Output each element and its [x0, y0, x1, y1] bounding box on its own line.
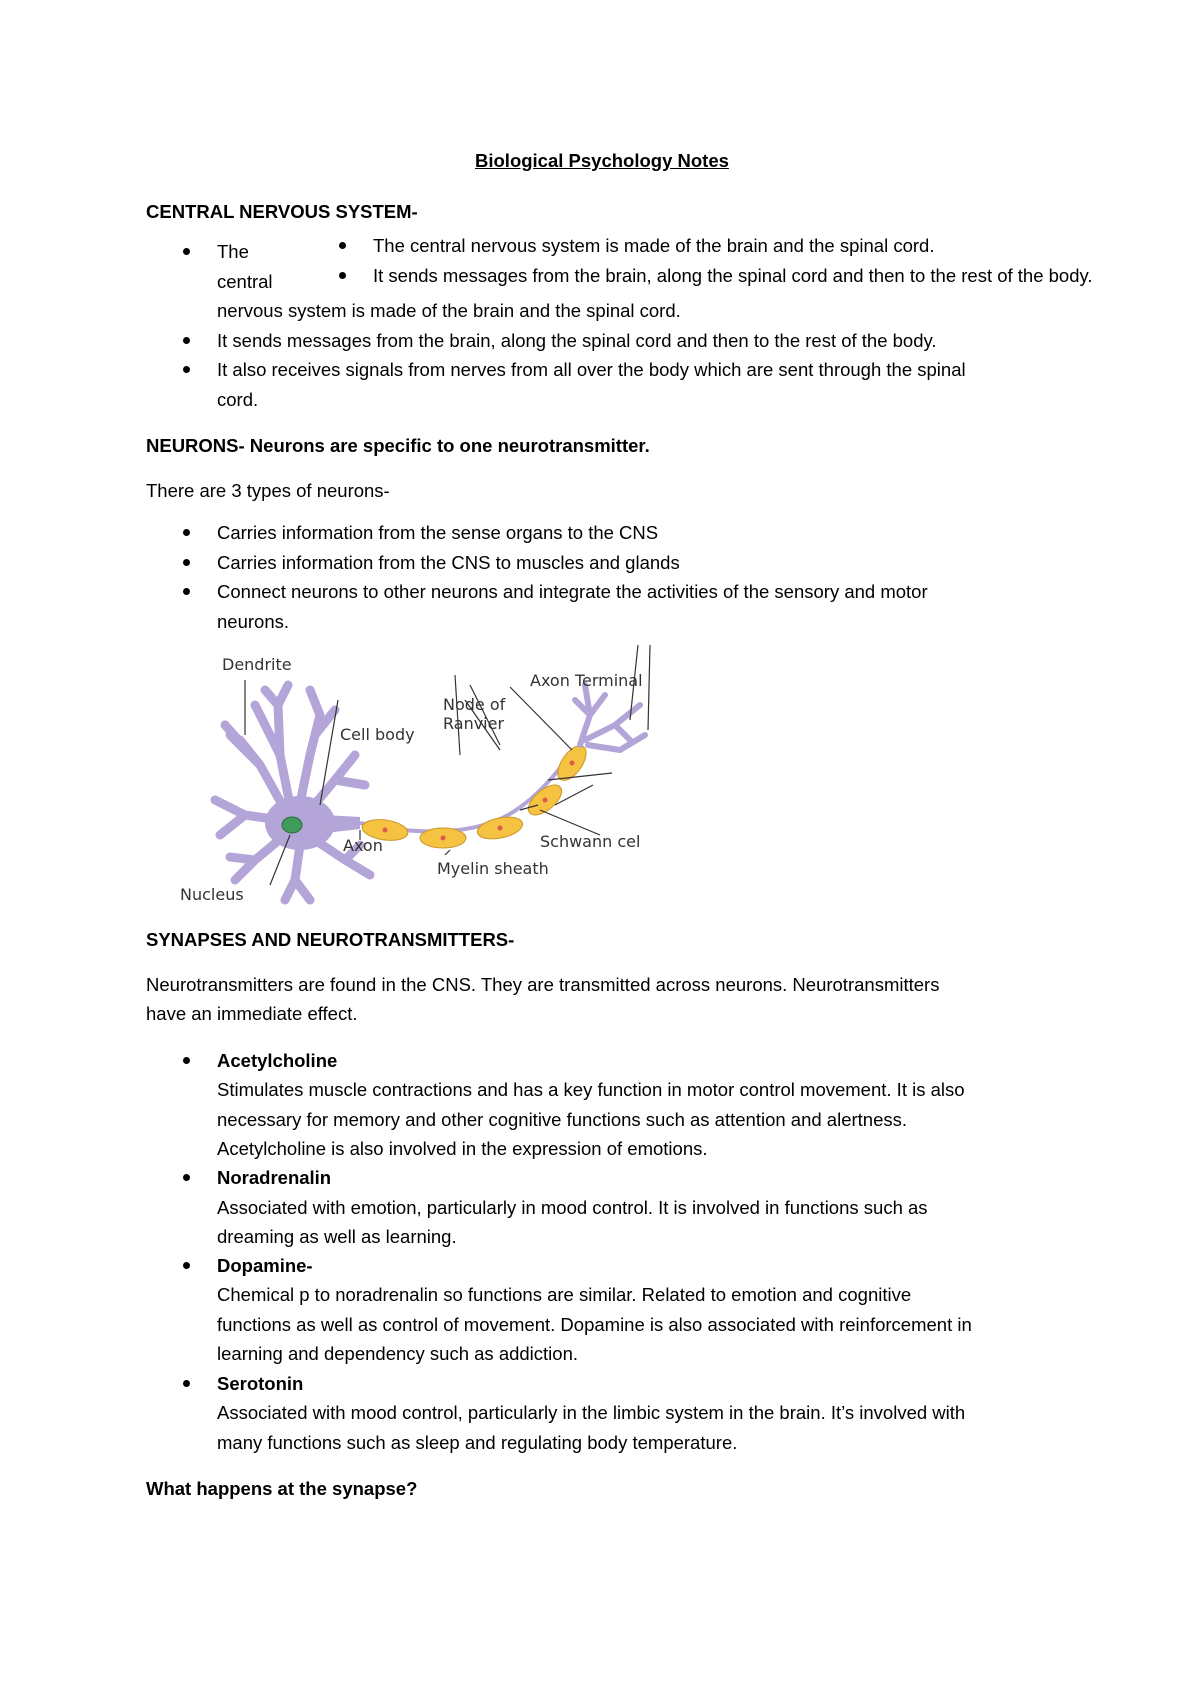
neuron-type: Connect neurons to other neurons and integrate the activities of the sensory and motor	[217, 581, 928, 602]
bullet	[183, 1174, 190, 1181]
label-schwann-cell: Schwann cel	[540, 832, 641, 851]
neurotransmitter-name: Dopamine-	[217, 1255, 313, 1276]
neurotransmitter-name: Noradrenalin	[217, 1167, 332, 1188]
synapses-intro: have an immediate effect.	[146, 1003, 358, 1024]
label-ranvier: Ranvier	[443, 714, 505, 733]
bullet	[183, 588, 190, 595]
label-node-of: Node of	[443, 695, 506, 714]
synapse-question: What happens at the synapse?	[146, 1478, 418, 1499]
axon-terminal-shape	[575, 685, 645, 750]
neurotransmitter-name: Acetylcholine	[217, 1050, 338, 1071]
label-cell-body: Cell body	[340, 725, 415, 744]
synapses-heading: SYNAPSES AND NEUROTRANSMITTERS-	[146, 929, 515, 950]
neurotransmitter-desc: many functions such as sleep and regulating body temperature.	[217, 1432, 738, 1453]
cns-overlap-line: The central nervous system is made of the brain and the spinal cord.	[373, 235, 935, 256]
bullet	[183, 1057, 190, 1064]
neuron-type: Carries information from the CNS to muscles and glands	[217, 552, 680, 573]
neurotransmitter-desc: necessary for memory and other cognitive functions such as attention and alertness.	[217, 1109, 908, 1130]
bullet	[183, 1380, 190, 1387]
neurotransmitter-desc: Associated with mood control, particularly in the limbic system in the brain. It’s involved with	[217, 1402, 966, 1423]
neurotransmitter-desc: Chemical p to noradrenalin so functions are similar. Related to emotion and cognitive	[217, 1284, 912, 1305]
cns-wrapped-word: The	[217, 241, 249, 262]
neurotransmitter-desc: dreaming as well as learning.	[217, 1226, 457, 1247]
bullet	[183, 248, 190, 255]
bullet	[339, 272, 346, 279]
bullet	[339, 242, 346, 249]
cns-bullet: It also receives signals from nerves from all over the body which are sent through the spinal	[217, 359, 966, 380]
neuron-type-continued: neurons.	[217, 611, 289, 632]
nucleus-shape	[282, 817, 302, 833]
cns-overlap-line: It sends messages from the brain, along the spinal cord and then to the rest of the body.	[373, 265, 1093, 286]
neurotransmitter-desc: functions as well as control of movement. Dopamine is also associated with reinforcement in	[217, 1314, 972, 1335]
neurotransmitter-desc: Associated with emotion, particularly in mood control. It is involved in functions such as	[217, 1197, 928, 1218]
neurotransmitter-desc: learning and dependency such as addiction.	[217, 1343, 579, 1364]
label-myelin-sheath: Myelin sheath	[437, 859, 549, 878]
neuron-type: Carries information from the sense organs to the CNS	[217, 522, 659, 543]
neurotransmitter-desc: Stimulates muscle contractions and has a key function in motor control movement. It is also	[217, 1079, 965, 1100]
bullet	[183, 337, 190, 344]
bullet	[183, 1262, 190, 1269]
neuron-diagram	[160, 645, 660, 915]
cns-wrapped-word: central	[217, 271, 273, 292]
neurotransmitter-desc: Acetylcholine is also involved in the expression of emotions.	[217, 1138, 708, 1159]
synapses-intro: Neurotransmitters are found in the CNS. They are transmitted across neurons. Neurotransmitters	[146, 974, 940, 995]
label-dendrite: Dendrite	[222, 655, 292, 674]
bullet	[183, 529, 190, 536]
cell-body-shape	[215, 685, 370, 900]
label-axon: Axon	[343, 836, 383, 855]
cns-continuation: nervous system is made of the brain and the spinal cord.	[217, 300, 681, 321]
cns-bullet: It sends messages from the brain, along the spinal cord and then to the rest of the body.	[217, 330, 937, 351]
neurons-heading: NEURONS- Neurons are specific to one neurotransmitter.	[146, 435, 650, 456]
neurotransmitter-name: Serotonin	[217, 1373, 304, 1394]
bullet	[183, 559, 190, 566]
label-axon-terminal: Axon Terminal	[530, 671, 643, 690]
document-title: Biological Psychology Notes	[475, 150, 729, 171]
bullet	[183, 366, 190, 373]
label-nucleus: Nucleus	[180, 885, 244, 904]
cns-heading: CENTRAL NERVOUS SYSTEM-	[146, 201, 418, 222]
neurons-intro: There are 3 types of neurons-	[146, 480, 390, 501]
cns-bullet-continued: cord.	[217, 389, 259, 410]
